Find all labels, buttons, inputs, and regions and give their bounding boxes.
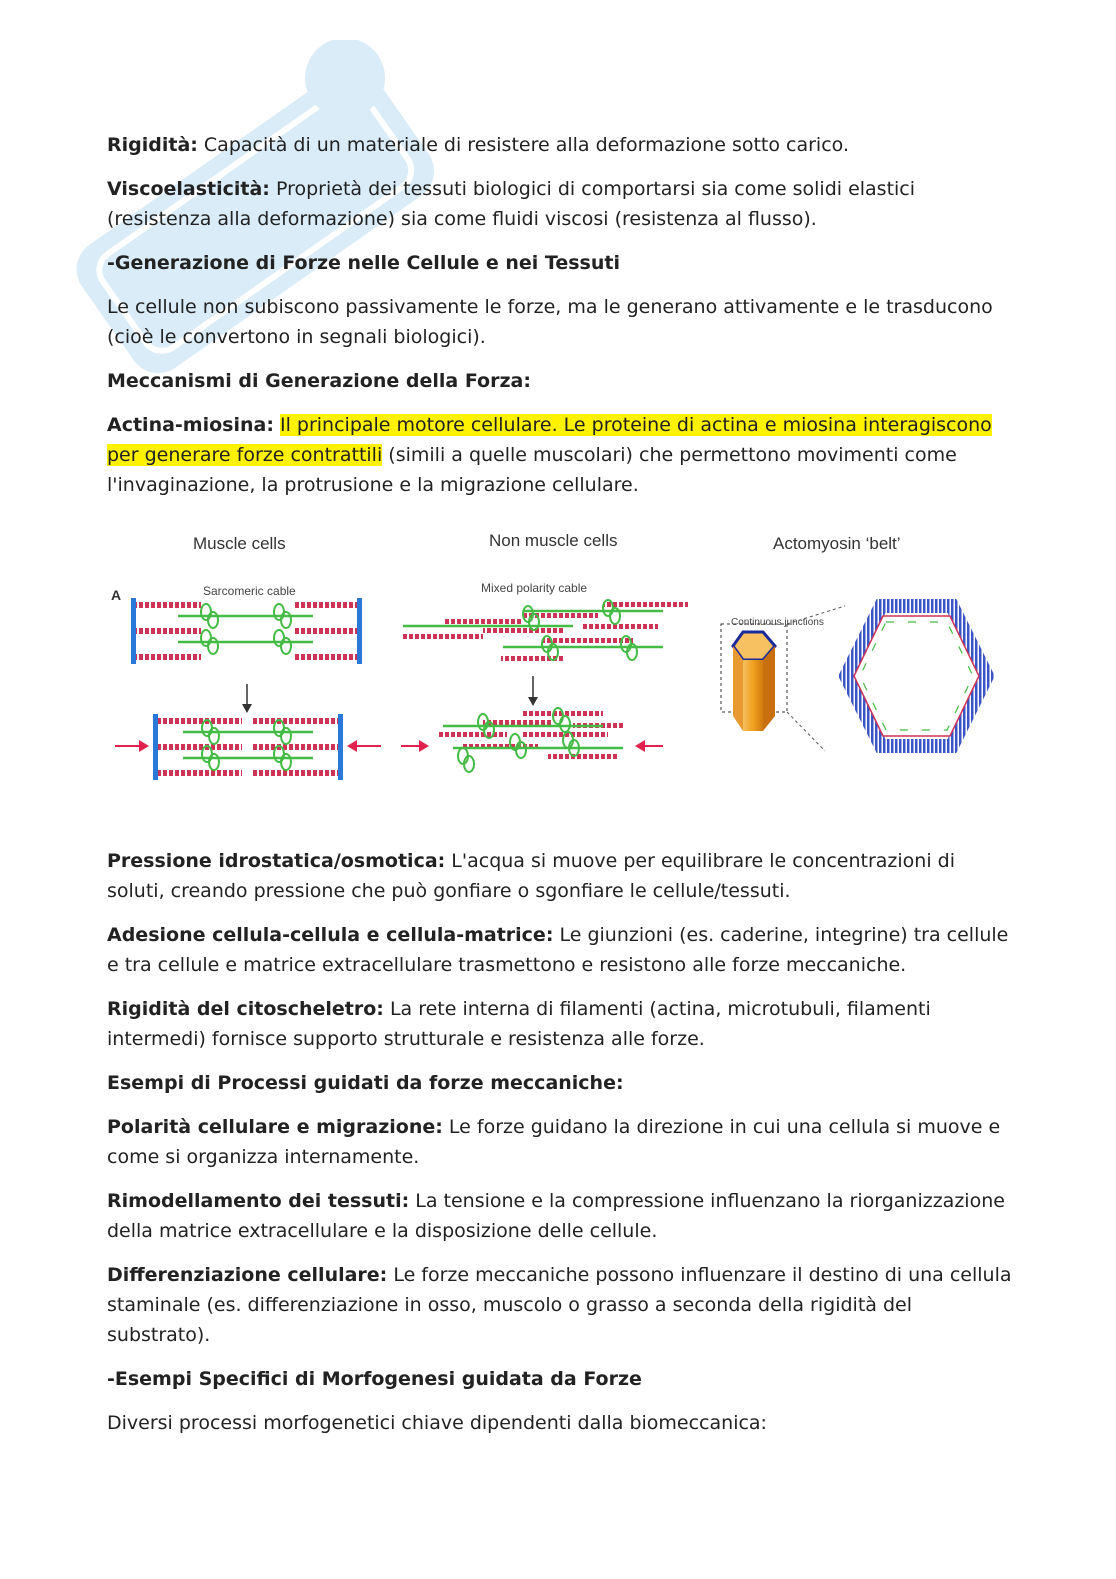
sarcomere-contracted xyxy=(153,714,343,780)
subtitle-sarcomeric-cable: Sarcomeric cable xyxy=(203,584,296,598)
actomyosin-figure xyxy=(103,516,1008,816)
mixed-polarity-cable-relaxed xyxy=(403,600,688,661)
title-actomyosin-belt: Actomyosin ‘belt’ xyxy=(773,534,901,553)
paragraph-intro-cellule: Le cellule non subiscono passivamente le forze, ma le generano attivamente e le trasducono (cioè le convertono in segnali biologici). xyxy=(107,296,993,348)
paragraph-adesione: Adesione cellula-cellula e cellula-matrice: Le giunzioni (es. caderine, integrine) tra cellule e tra cellule e matrice extracellulare trasmettono e resistono alle forze meccaniche. xyxy=(107,924,1009,976)
paragraph-rimodellamento: Rimodellamento dei tessuti: La tensione e la compressione influenzano la riorganizzazione della matrice extracellulare e la disposizione delle cellule. xyxy=(107,1190,1005,1242)
title-non-muscle-cells: Non muscle cells xyxy=(489,531,618,550)
heading-esempi-processi: Esempi di Processi guidati da forze meccaniche: xyxy=(107,1072,624,1094)
subtitle-continuous-junctions: Continuous junctions xyxy=(731,617,824,628)
heading-meccanismi: Meccanismi di Generazione della Forza: xyxy=(107,370,531,392)
paragraph-citoscheletro: Rigidità del citoscheletro: La rete interna di filamenti (actina, microtubuli, filamenti intermedi) fornisce supporto strutturale e resistenza alle forze. xyxy=(107,998,931,1050)
title-muscle-cells: Muscle cells xyxy=(193,534,286,553)
sarcomere-relaxed xyxy=(131,598,362,664)
figure-drawing xyxy=(103,516,1008,816)
highlighted-text: Il principale motore cellulare. Le proteine di actina e miosina interagiscono per generare forze contrattili xyxy=(107,414,992,466)
paragraph-polarita: Polarità cellulare e migrazione: Le forze guidano la direzione in cui una cellula si muove e come si organizza internamente. xyxy=(107,1116,1001,1168)
paragraph-viscoelasticita: Viscoelasticità: Proprietà dei tessuti biologici di comportarsi sia come solidi elastici (resistenza alla deformazione) sia come fluidi viscosi (resistenza al flusso). xyxy=(107,178,916,230)
document-body xyxy=(107,130,1012,1452)
paragraph-pressione: Pressione idrostatica/osmotica: L'acqua si muove per equilibrare le concentrazioni di soluti, creando pressione che può gonfiare o sgonfiare le cellule/tessuti. xyxy=(107,850,955,902)
epithelial-cell-prism xyxy=(733,632,775,731)
paragraph-differenziazione: Differenziazione cellulare: Le forze meccaniche possono influenzare il destino di una cellula staminale (es. differenziazione in osso, muscolo o grasso a seconda della rigidità del substrato). xyxy=(107,1264,1012,1346)
paragraph-rigidita: Rigidità: Capacità di un materiale di resistere alla deformazione sotto carico. xyxy=(107,134,849,156)
heading-generazione-forze: -Generazione di Forze nelle Cellule e nei Tessuti xyxy=(107,252,620,274)
subtitle-mixed-polarity-cable: Mixed polarity cable xyxy=(481,581,588,595)
heading-esempi-specifici: -Esempi Specifici di Morfogenesi guidata da Forze xyxy=(107,1368,642,1390)
muscle-cells-panel xyxy=(115,598,381,780)
panel-label: A xyxy=(111,587,122,603)
hexagon-junction-ring xyxy=(846,606,987,746)
paragraph-diversi-processi: Diversi processi morfogenetici chiave dipendenti dalla biomeccanica: xyxy=(107,1412,767,1434)
mixed-polarity-cable-contracted xyxy=(437,708,623,772)
non-muscle-cells-panel xyxy=(401,600,688,772)
paragraph-actina-miosina: Actina-miosina: Il principale motore cellulare. Le proteine di actina e miosina interagiscono per generare forze contrattili (simili a quelle muscolari) che permettono movimenti come l'invaginazione, la protrusione e la migrazione cellulare. xyxy=(107,414,992,496)
